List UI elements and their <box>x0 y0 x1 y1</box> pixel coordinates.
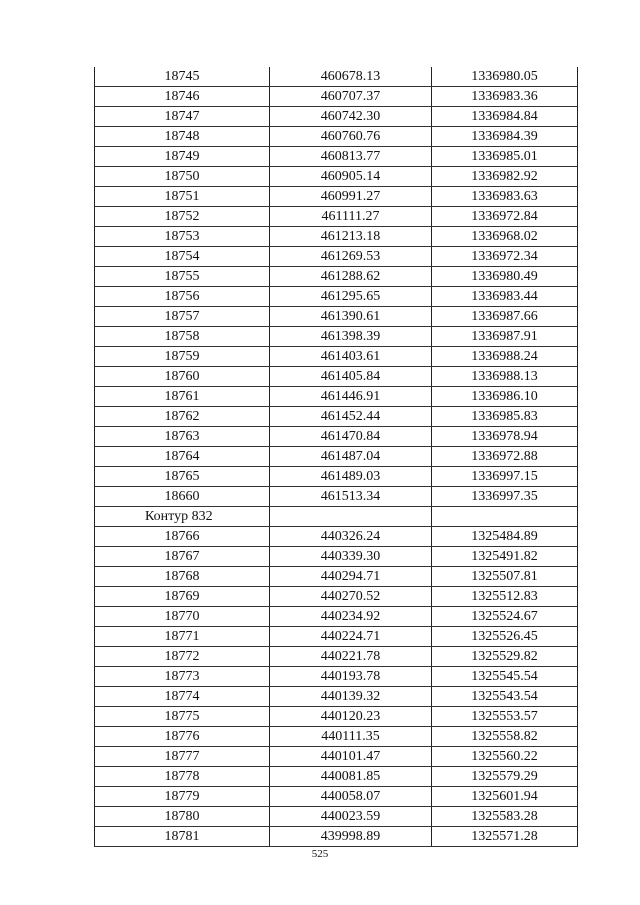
table-row <box>95 807 578 827</box>
point-id-cell: 18774 <box>95 687 270 707</box>
x-coordinate-cell: 440294.71 <box>270 567 432 587</box>
x-coordinate-cell: 440058.07 <box>270 787 432 807</box>
point-id-cell: 18757 <box>95 307 270 327</box>
x-coordinate-cell: 439998.89 <box>270 827 432 847</box>
point-id-cell: 18747 <box>95 107 270 127</box>
x-coordinate-cell: 461452.44 <box>270 407 432 427</box>
table-row <box>95 387 578 407</box>
point-id-cell: 18776 <box>95 727 270 747</box>
table-row <box>95 547 578 567</box>
y-coordinate-cell: 1325529.82 <box>432 647 578 667</box>
y-coordinate-cell: 1336987.91 <box>432 327 578 347</box>
point-id-cell: 18760 <box>95 367 270 387</box>
contour-header-row <box>95 507 578 527</box>
y-coordinate-cell: 1325558.82 <box>432 727 578 747</box>
contour-label: Контур 832 <box>95 507 270 527</box>
x-coordinate-cell: 440111.35 <box>270 727 432 747</box>
y-coordinate-cell: 1325491.82 <box>432 547 578 567</box>
point-id-cell: 18745 <box>95 67 270 87</box>
y-coordinate-cell: 1336983.44 <box>432 287 578 307</box>
x-coordinate-cell: 461398.39 <box>270 327 432 347</box>
x-coordinate-cell: 460813.77 <box>270 147 432 167</box>
point-id-cell: 18781 <box>95 827 270 847</box>
table-row <box>95 767 578 787</box>
point-id-cell: 18769 <box>95 587 270 607</box>
x-coordinate-cell: 461403.61 <box>270 347 432 367</box>
point-id-cell: 18752 <box>95 207 270 227</box>
y-coordinate-cell: 1325583.28 <box>432 807 578 827</box>
point-id-cell: 18764 <box>95 447 270 467</box>
point-id-cell: 18755 <box>95 267 270 287</box>
y-coordinate-cell: 1336968.02 <box>432 227 578 247</box>
point-id-cell: 18761 <box>95 387 270 407</box>
table-row <box>95 167 578 187</box>
table-row <box>95 527 578 547</box>
x-coordinate-cell: 460678.13 <box>270 67 432 87</box>
x-coordinate-cell: 460707.37 <box>270 87 432 107</box>
point-id-cell: 18750 <box>95 167 270 187</box>
y-coordinate-cell: 1325553.57 <box>432 707 578 727</box>
point-id-cell: 18771 <box>95 627 270 647</box>
x-coordinate-cell: 440193.78 <box>270 667 432 687</box>
y-coordinate-cell: 1336983.36 <box>432 87 578 107</box>
y-coordinate-cell: 1325507.81 <box>432 567 578 587</box>
table-row <box>95 687 578 707</box>
y-coordinate-cell: 1336985.83 <box>432 407 578 427</box>
table-row <box>95 567 578 587</box>
y-coordinate-cell: 1336980.05 <box>432 67 578 87</box>
point-id-cell: 18777 <box>95 747 270 767</box>
y-coordinate-cell: 1336980.49 <box>432 267 578 287</box>
y-coordinate-cell: 1336984.84 <box>432 107 578 127</box>
table-row <box>95 607 578 627</box>
point-id-cell: 18754 <box>95 247 270 267</box>
x-coordinate-cell: 440081.85 <box>270 767 432 787</box>
x-coordinate-cell: 461470.84 <box>270 427 432 447</box>
table-row <box>95 127 578 147</box>
table-row <box>95 287 578 307</box>
x-coordinate-cell: 461111.27 <box>270 207 432 227</box>
point-id-cell: 18778 <box>95 767 270 787</box>
table-row <box>95 827 578 847</box>
table-row <box>95 187 578 207</box>
x-coordinate-cell: 461405.84 <box>270 367 432 387</box>
table-row <box>95 267 578 287</box>
y-coordinate-cell: 1325579.29 <box>432 767 578 787</box>
table-row <box>95 727 578 747</box>
y-coordinate-cell: 1336988.13 <box>432 367 578 387</box>
table-row <box>95 227 578 247</box>
point-id-cell: 18753 <box>95 227 270 247</box>
point-id-cell: 18766 <box>95 527 270 547</box>
point-id-cell: 18767 <box>95 547 270 567</box>
point-id-cell: 18768 <box>95 567 270 587</box>
y-coordinate-cell: 1336983.63 <box>432 187 578 207</box>
y-coordinate-cell: 1336987.66 <box>432 307 578 327</box>
x-coordinate-cell: 461213.18 <box>270 227 432 247</box>
y-coordinate-cell: 1325526.45 <box>432 627 578 647</box>
table-row <box>95 627 578 647</box>
table-row <box>95 247 578 267</box>
table-row <box>95 647 578 667</box>
point-id-cell: 18748 <box>95 127 270 147</box>
coordinates-table-body <box>95 67 578 847</box>
y-coordinate-cell: 1336978.94 <box>432 427 578 447</box>
x-coordinate-cell: 461487.04 <box>270 447 432 467</box>
table-row <box>95 87 578 107</box>
point-id-cell: 18751 <box>95 187 270 207</box>
point-id-cell: 18746 <box>95 87 270 107</box>
point-id-cell: 18762 <box>95 407 270 427</box>
coordinates-table <box>94 67 578 847</box>
y-coordinate-cell: 1336972.34 <box>432 247 578 267</box>
table-row <box>95 347 578 367</box>
table-row <box>95 587 578 607</box>
table-row <box>95 787 578 807</box>
y-coordinate-cell: 1325484.89 <box>432 527 578 547</box>
table-row <box>95 407 578 427</box>
table-row <box>95 427 578 447</box>
point-id-cell: 18759 <box>95 347 270 367</box>
x-coordinate-cell: 460991.27 <box>270 187 432 207</box>
x-coordinate-cell: 440234.92 <box>270 607 432 627</box>
x-coordinate-cell: 460760.76 <box>270 127 432 147</box>
y-coordinate-cell: 1325524.67 <box>432 607 578 627</box>
x-coordinate-cell: 461269.53 <box>270 247 432 267</box>
y-coordinate-cell: 1336988.24 <box>432 347 578 367</box>
x-coordinate-cell: 440120.23 <box>270 707 432 727</box>
x-coordinate-cell: 461513.34 <box>270 487 432 507</box>
point-id-cell: 18749 <box>95 147 270 167</box>
x-coordinate-cell: 440326.24 <box>270 527 432 547</box>
y-coordinate-cell: 1336985.01 <box>432 147 578 167</box>
point-id-cell: 18756 <box>95 287 270 307</box>
y-coordinate-cell: 1336984.39 <box>432 127 578 147</box>
x-coordinate-cell: 440270.52 <box>270 587 432 607</box>
table-row <box>95 67 578 87</box>
table-row <box>95 487 578 507</box>
x-coordinate-cell: 460742.30 <box>270 107 432 127</box>
point-id-cell: 18772 <box>95 647 270 667</box>
y-coordinate-cell: 1325512.83 <box>432 587 578 607</box>
table-row <box>95 707 578 727</box>
table-row <box>95 667 578 687</box>
y-coordinate-cell: 1336986.10 <box>432 387 578 407</box>
point-id-cell: 18763 <box>95 427 270 447</box>
y-coordinate-cell: 1325543.54 <box>432 687 578 707</box>
table-row <box>95 447 578 467</box>
x-coordinate-cell: 461390.61 <box>270 307 432 327</box>
table-row <box>95 747 578 767</box>
point-id-cell: 18775 <box>95 707 270 727</box>
x-coordinate-cell: 461489.03 <box>270 467 432 487</box>
point-id-cell: 18660 <box>95 487 270 507</box>
y-coordinate-cell: 1336972.88 <box>432 447 578 467</box>
x-coordinate-cell: 440224.71 <box>270 627 432 647</box>
table-row <box>95 307 578 327</box>
y-coordinate-cell: 1325545.54 <box>432 667 578 687</box>
page-number: 525 <box>311 848 329 860</box>
x-coordinate-cell: 460905.14 <box>270 167 432 187</box>
table-row <box>95 207 578 227</box>
y-coordinate-cell: 1325601.94 <box>432 787 578 807</box>
x-coordinate-cell: 440139.32 <box>270 687 432 707</box>
table-row <box>95 107 578 127</box>
y-coordinate-cell: 1325560.22 <box>432 747 578 767</box>
table-row <box>95 327 578 347</box>
table-row <box>95 467 578 487</box>
point-id-cell: 18770 <box>95 607 270 627</box>
point-id-cell: 18758 <box>95 327 270 347</box>
x-coordinate-cell: 461295.65 <box>270 287 432 307</box>
y-coordinate-cell: 1336997.15 <box>432 467 578 487</box>
point-id-cell: 18780 <box>95 807 270 827</box>
x-coordinate-cell: 440023.59 <box>270 807 432 827</box>
x-coordinate-cell: 440101.47 <box>270 747 432 767</box>
table-row <box>95 367 578 387</box>
empty-cell <box>270 507 432 527</box>
x-coordinate-cell: 440221.78 <box>270 647 432 667</box>
point-id-cell: 18765 <box>95 467 270 487</box>
empty-cell <box>432 507 578 527</box>
y-coordinate-cell: 1325571.28 <box>432 827 578 847</box>
x-coordinate-cell: 461288.62 <box>270 267 432 287</box>
x-coordinate-cell: 440339.30 <box>270 547 432 567</box>
x-coordinate-cell: 461446.91 <box>270 387 432 407</box>
point-id-cell: 18779 <box>95 787 270 807</box>
y-coordinate-cell: 1336982.92 <box>432 167 578 187</box>
table-row <box>95 147 578 167</box>
y-coordinate-cell: 1336997.35 <box>432 487 578 507</box>
point-id-cell: 18773 <box>95 667 270 687</box>
y-coordinate-cell: 1336972.84 <box>432 207 578 227</box>
